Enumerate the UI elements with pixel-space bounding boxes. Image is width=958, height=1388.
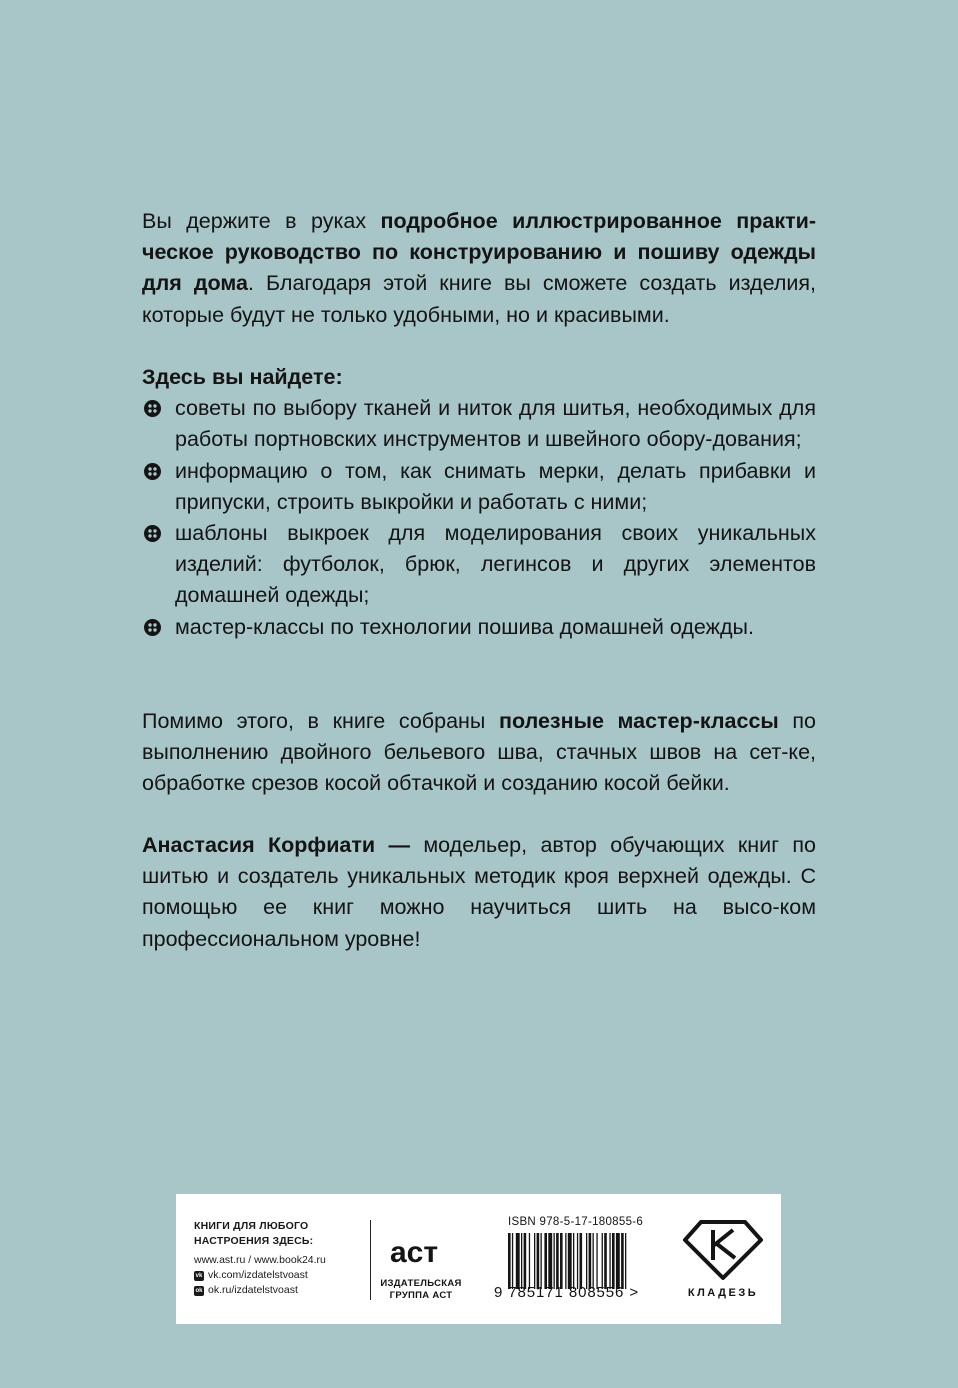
- barcode-bar: [516, 1233, 520, 1289]
- list-item: [142, 518, 816, 612]
- publisher-panel: [176, 1194, 781, 1324]
- extra-text-1: Помимо этого, в книге собраны: [142, 709, 499, 733]
- links-block: [194, 1219, 326, 1298]
- publisher-caption: [376, 1278, 466, 1302]
- publisher-caption-1: ИЗДАТЕЛЬСКАЯ: [380, 1278, 462, 1289]
- ok-link[interactable]: ok.ru/izdatelstvoast: [208, 1284, 298, 1296]
- features-section: [142, 362, 816, 643]
- barcode-bar: [604, 1233, 607, 1289]
- barcode-icon: [508, 1233, 663, 1289]
- barcode-bar: [621, 1233, 624, 1289]
- intro-text-1: Вы держите в руках: [142, 209, 381, 233]
- intro-bold: подробное иллюстрированное практи-ческое руководство по конструированию и пошиву одежды для дома: [142, 209, 816, 296]
- button-bullet-icon: [144, 400, 161, 417]
- extra-bold: полезные мастер-классы: [499, 709, 779, 733]
- publisher-caption-2: ГРУППА АСТ: [389, 1290, 453, 1301]
- barcode-bar: [596, 1233, 597, 1289]
- barcode-bar: [521, 1233, 522, 1289]
- list-item: [142, 456, 816, 518]
- author-paragraph: [142, 830, 816, 955]
- list-item: [142, 612, 816, 643]
- isbn-number: ISBN 978-5-17-180855-6: [508, 1216, 644, 1228]
- kladez-logo-icon: [681, 1218, 765, 1282]
- barcode-bar: [580, 1233, 583, 1289]
- barcode-bar: [529, 1233, 530, 1289]
- list-item-text: шаблоны выкроек для моделирования своих уникальных изделий: футболок, брюк, легинсов и других элементов домашней одежды;: [175, 521, 816, 608]
- list-item-text: советы по выбору тканей и ниток для шитья, необходимых для работы портновских инструментов и швейного обору-дования;: [175, 396, 816, 452]
- barcode-bar: [565, 1233, 566, 1289]
- barcode-bar: [573, 1233, 574, 1289]
- barcode-bar: [537, 1233, 540, 1289]
- list-item-text: информацию о том, как снимать мерки, делать прибавки и припуски, строить выкройки и работать с ними;: [175, 458, 816, 514]
- barcode-bar: [616, 1233, 620, 1289]
- button-bullet-icon: [144, 619, 161, 636]
- links-heading-1: КНИГИ ДЛЯ ЛЮБОГО: [194, 1220, 309, 1232]
- intro-text-2: . Благодаря этой книге вы сможете создать изделия, которые будут не только удобными, но и красивыми.: [142, 271, 816, 327]
- author-name: Анастасия Корфиати —: [142, 833, 411, 857]
- vk-link-row[interactable]: [194, 1268, 326, 1283]
- barcode-bar: [593, 1233, 594, 1289]
- intro-paragraph: [142, 206, 816, 331]
- barcode-bar: [625, 1233, 626, 1289]
- barcode-bar: [602, 1233, 603, 1289]
- features-list: [142, 393, 816, 643]
- links-heading-2: НАСТРОЕНИЯ ЗДЕСЬ:: [194, 1235, 314, 1247]
- extra-text-2: по выполнению двойного бельевого шва, стачных швов на сет-ке, обработке срезов косой обтачкой и созданию косой бейки.: [142, 709, 816, 796]
- features-heading: Здесь вы найдете:: [142, 365, 343, 389]
- vk-link[interactable]: vk.com/izdatelstvoast: [208, 1269, 308, 1281]
- barcode-bar: [508, 1233, 511, 1289]
- barcode-bar: [609, 1233, 610, 1289]
- barcode-digits: 9 785171 808556 >: [494, 1284, 640, 1301]
- barcode-bar: [586, 1233, 587, 1289]
- ok-icon: ok: [195, 1287, 203, 1294]
- ast-logo-icon: [388, 1222, 448, 1272]
- barcode-bar: [554, 1233, 555, 1289]
- ast-logo-text: аст: [390, 1236, 439, 1269]
- extra-paragraph: [142, 706, 816, 800]
- barcode-bar: [541, 1233, 542, 1289]
- vk-icon: vk: [195, 1272, 203, 1279]
- list-item-text: мастер-классы по технологии пошива домашней одежды.: [175, 614, 754, 639]
- barcode-bar: [524, 1233, 527, 1289]
- imprint-name: КЛАДЕЗЬ: [687, 1287, 759, 1299]
- button-bullet-icon: [144, 525, 161, 542]
- divider: [370, 1220, 371, 1300]
- barcode-bar: [612, 1233, 615, 1289]
- list-item: [142, 393, 816, 455]
- barcode-bar: [548, 1233, 552, 1289]
- barcode-bar: [560, 1233, 563, 1289]
- barcode-bar: [577, 1233, 578, 1289]
- barcode-bar: [544, 1233, 547, 1289]
- site-links[interactable]: www.ast.ru / www.book24.ru: [194, 1254, 326, 1266]
- barcode-bar: [556, 1233, 559, 1289]
- author-bio: модельер, автор обучающих книг по шитью и создатель уникальных методик кроя верхней одежды. С помощью ее книг можно научиться шить на высо-ком профессиональном уровне!: [142, 833, 817, 951]
- ok-link-row[interactable]: [194, 1283, 326, 1298]
- button-bullet-icon: [144, 463, 161, 480]
- barcode-bar: [534, 1233, 535, 1289]
- barcode-bar: [589, 1233, 592, 1289]
- barcode-bar: [568, 1233, 572, 1289]
- barcode-bar: [512, 1233, 513, 1289]
